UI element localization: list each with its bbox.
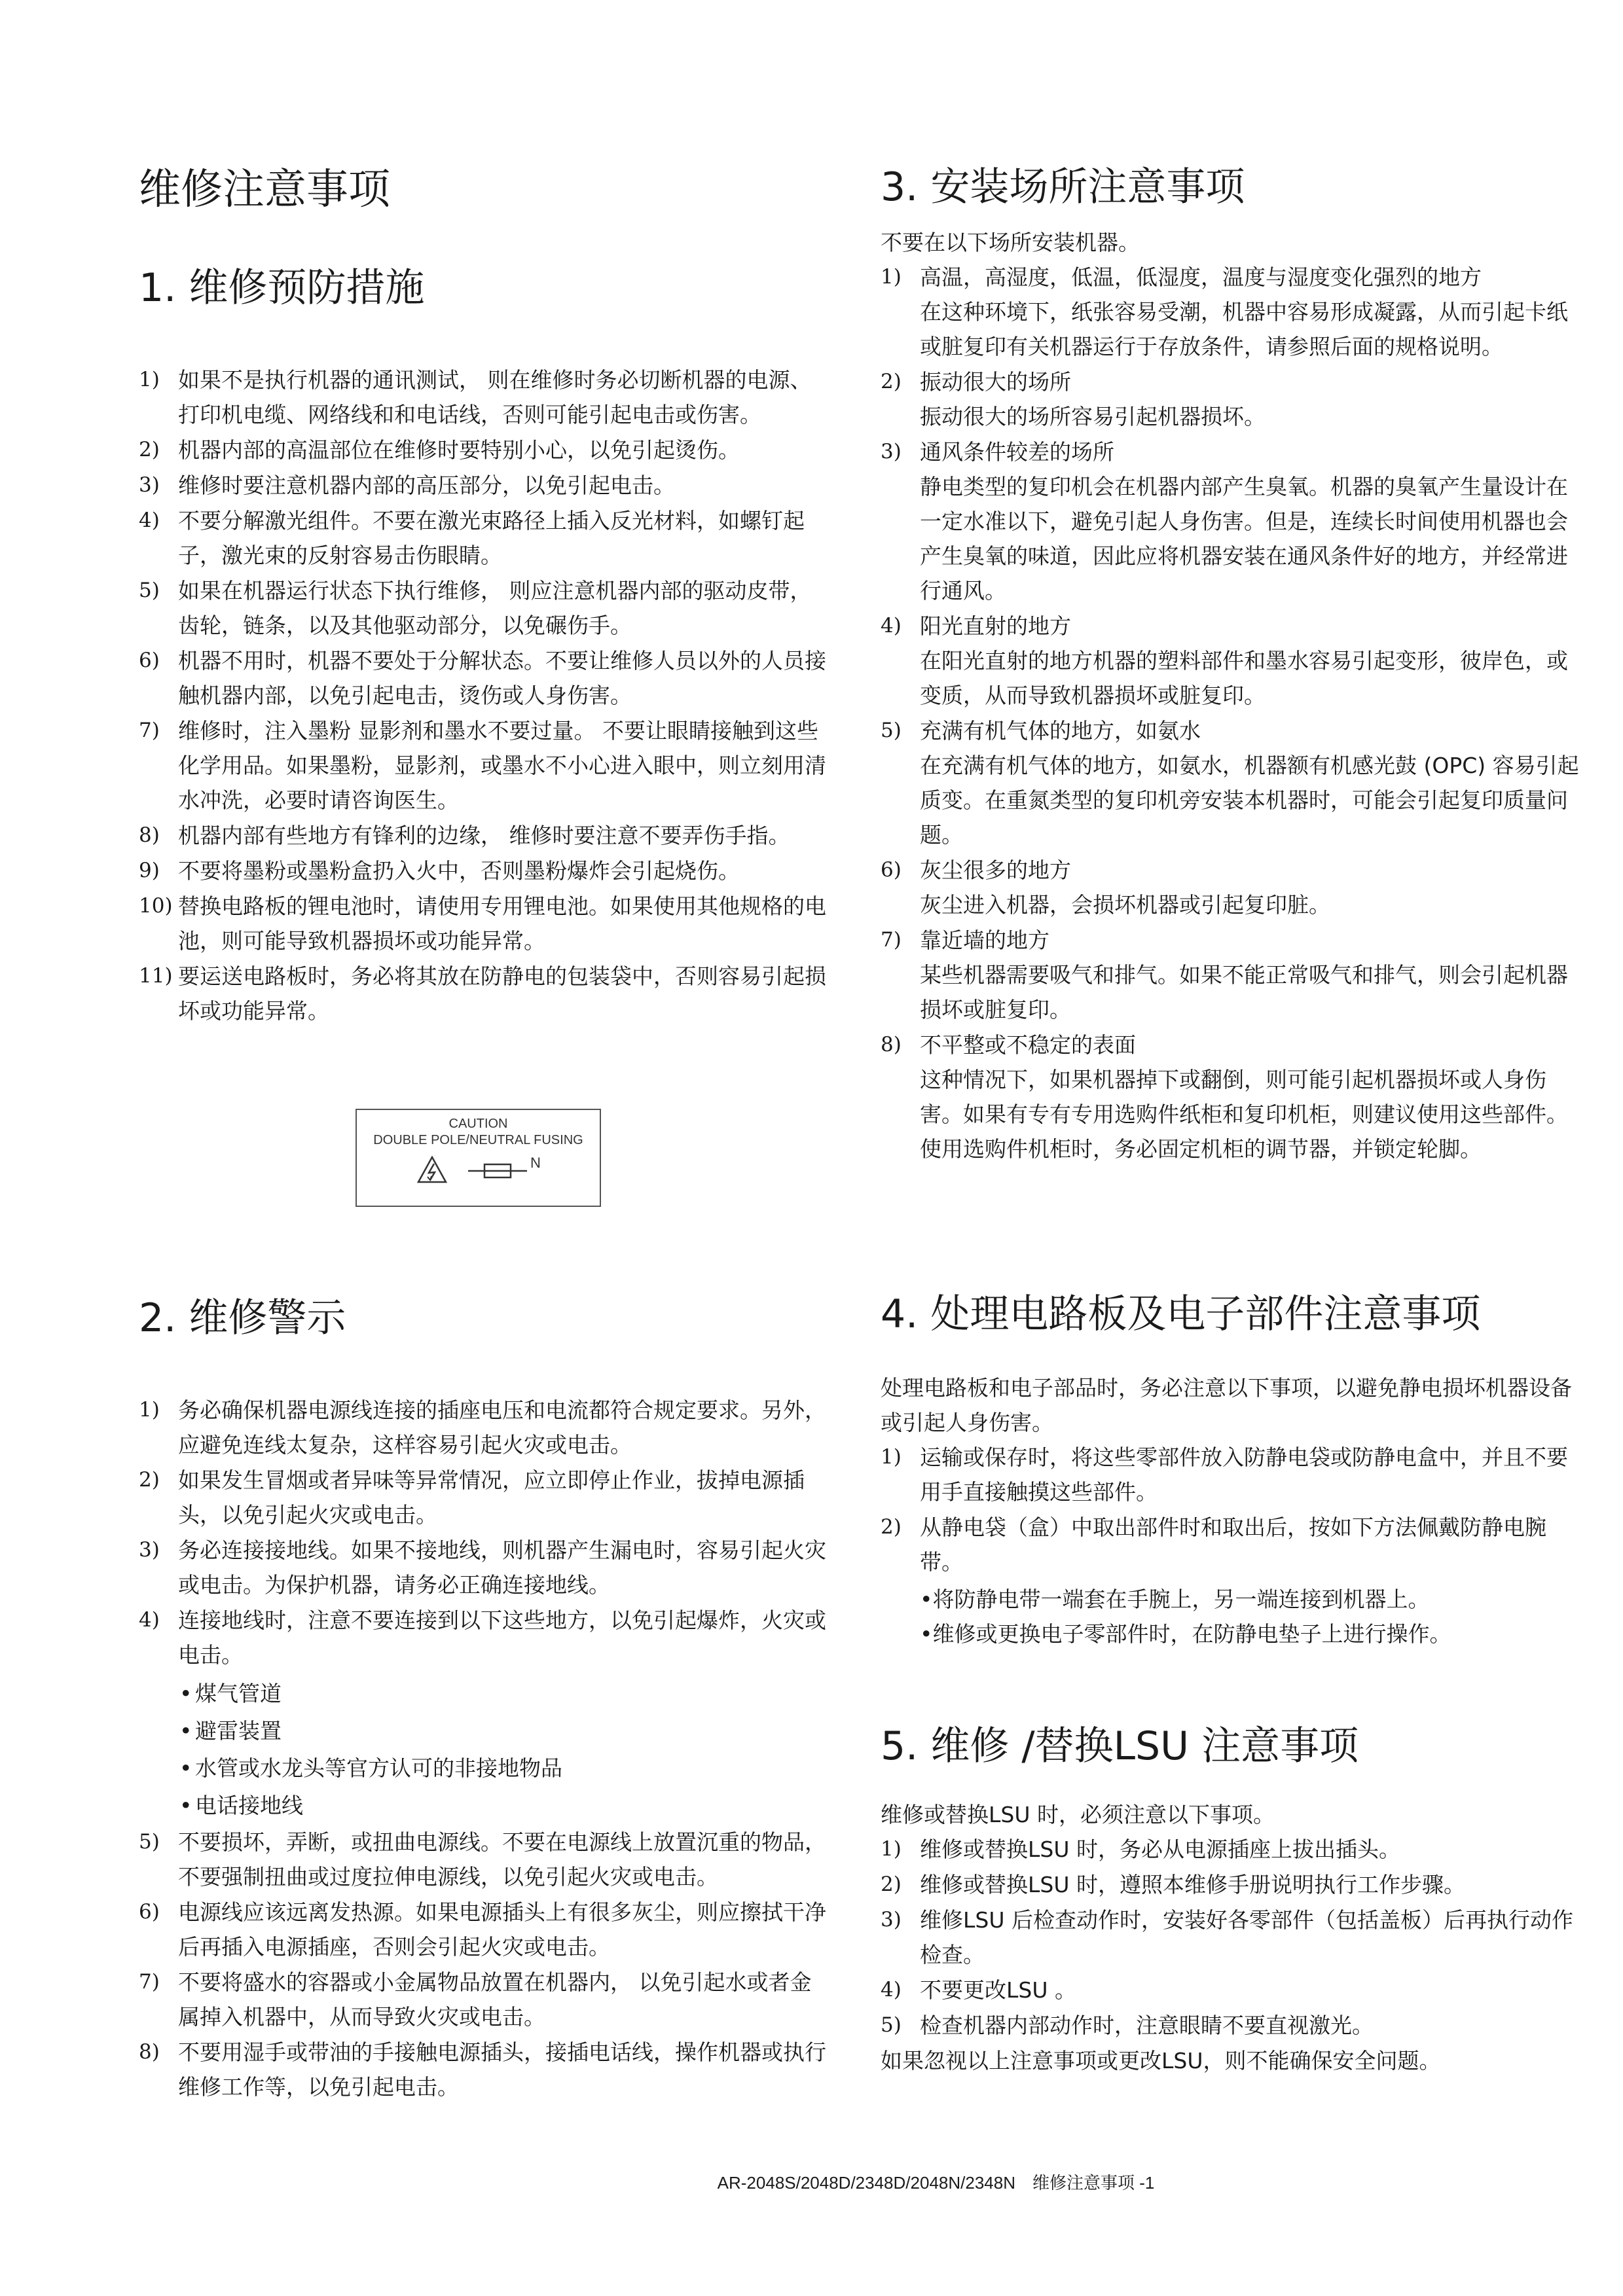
item-text: 机器内部的高温部位在维修时要特别小心，以免引起烫伤。 [178,437,740,463]
caution-heading: CAUTION [448,1117,508,1131]
caution-text: DOUBLE POLE/NEUTRAL FUSING [373,1133,583,1147]
item-text: 如果发生冒烟或者异味等异常情况，应立即停止作业，拔掉电源插头，以免引起火灾或电击。 [178,1467,805,1528]
item-text: 这种情况下，如果机器掉下或翻倒，则可能引起机器损坏或人身伤害。如果有专有专用选购件纸柜和复印机柜，则建议使用这些部件。使用选购件机柜时，务必固定机柜的调节器，并锁定轮脚。 [920,1067,1568,1162]
item-number: 2) [881,370,902,393]
item-heading: 振动很大的场所 [920,369,1071,395]
warnings-list [139,1393,833,2104]
item-number: 9) [139,859,160,882]
list-item [881,1440,1581,1509]
list-item [881,609,1581,713]
list-item [139,1825,833,1894]
item-text: 在阳光直射的地方机器的塑料部件和墨水容易引起变形，彼岸色，或变质，从而导致机器损坏或脏复印。 [920,648,1568,708]
item-text: 机器内部有些地方有锋利的边缘， 维修时要注意不要弄伤手指。 [178,823,790,848]
item-text: 不要分解激光组件。不要在激光束路径上插入反光材料，如螺钉起子，激光束的反射容易击伤眼睛。 [178,508,805,568]
item-number: 8) [881,1033,902,1056]
item-number: 4) [881,614,902,637]
item-heading: 阳光直射的地方 [920,613,1071,639]
installation-list [881,260,1581,1166]
item-text: 如果不是执行机器的通讯测试， 则在维修时务必切断机器的电源、打印机电缆、网络线和和电话线，否则可能引起电击或伤害。 [178,367,812,427]
list-item [139,1603,833,1824]
item-text: 检查机器内部动作时，注意眼睛不要直视激光。 [920,2013,1374,2038]
item-text: 不要损坏，弄断，或扭曲电源线。不要在电源线上放置沉重的物品，不要强制扭曲或过度拉伸电源线，以免引起火灾或电击。 [178,1829,826,1890]
item-number: 6) [881,858,902,882]
item-text: 连接地线时，注意不要连接到以下这些地方，以免引起爆炸，火灾或电击。 [178,1607,826,1668]
list-item [139,889,833,958]
antistatic-mat-step: •维修或更换电子零部件时，在防静电垫子上进行操作。 [920,1621,1451,1647]
item-number: 5) [881,719,902,742]
item-number: 8) [139,2040,160,2064]
item-number: 7) [881,928,902,952]
item-number: 1) [139,1398,160,1422]
item-text: 维修或替换LSU 时，遵照本维修手册说明执行工作步骤。 [920,1872,1465,1897]
section-title: 4. 处理电路板及电子部件注意事项 [881,1291,1481,1337]
list-item [881,1867,1581,1902]
item-text: 维修时要注意机器内部的高压部分，以免引起电击。 [178,473,675,498]
item-number: 1) [881,265,902,289]
list-item [139,433,833,467]
section-maintenance-precautions [139,257,833,1029]
list-item [881,435,1581,608]
item-heading: 通风条件较差的场所 [920,439,1114,465]
list-item [881,853,1581,922]
list-item [139,818,833,853]
item-text: 灰尘进入机器，会损坏机器或引起复印脏。 [920,892,1330,918]
high-voltage-warning-icon [417,1156,447,1183]
section-installation-site [881,156,1581,1167]
section-maintenance-warnings [139,1287,833,2105]
item-heading: 充满有机气体的地方，如氨水 [920,718,1201,744]
list-item [881,1903,1581,1972]
list-item [881,1028,1581,1166]
item-text: 在这种环境下，纸张容易受潮，机器中容易形成凝露，从而引起卡纸或脏复印有关机器运行于存放条件，请参照后面的规格说明。 [920,299,1568,359]
section-title: 5. 维修 /替换LSU 注意事项 [881,1723,1359,1769]
item-number: 4) [881,1978,902,2001]
section-title: 2. 维修警示 [139,1295,346,1341]
list-item [139,1965,833,2034]
item-text: 振动很大的场所容易引起机器损坏。 [920,404,1266,429]
item-text: 某些机器需要吸气和排气。如果不能正常吸气和排气，则会引起机器损坏或脏复印。 [920,962,1568,1022]
item-text: 在充满有机气体的地方，如氨水，机器额有机感光鼓 (OPC) 容易引起质变。在重氮类型的复印机旁安装本机器时，可能会引起复印质量问题。 [920,753,1579,848]
list-item [139,1393,833,1462]
item-number: 7) [139,719,160,742]
list-item [139,573,833,643]
list-item [139,363,833,432]
caution-label [356,1109,601,1207]
item-number: 3) [139,1538,160,1562]
list-item [881,1832,1581,1867]
list-item [881,2008,1581,2043]
item-number: 1) [139,368,160,391]
item-number: 1) [881,1837,902,1861]
section-title: 1. 维修预防措施 [139,265,425,311]
section-lsu-replacement [881,1715,1581,2078]
section-intro: 处理电路板和电子部品时，务必注意以下事项，以避免静电损坏机器设备或引起人身伤害。 [881,1375,1572,1435]
item-text: 要运送电路板时，务必将其放在防静电的包装袋中，否则容易引起损坏或功能异常。 [178,963,826,1024]
neutral-marker: N [530,1155,541,1171]
item-heading: 不平整或不稳定的表面 [920,1032,1136,1058]
list-item [139,1895,833,1964]
item-number: 6) [139,1900,160,1924]
list-item [139,2035,833,2104]
item-number: 3) [139,473,160,497]
section-intro: 维修或替换LSU 时，必须注意以下事项。 [881,1802,1275,1827]
page-title: 维修注意事项 [139,166,390,214]
item-number: 2) [881,1873,902,1896]
list-item [881,260,1581,364]
item-number: 11) [139,964,173,988]
bullet-item: • 水管或水龙头等官方认可的非接地物品 [178,1749,833,1787]
item-number: 4) [139,509,160,532]
item-number: 2) [139,438,160,461]
list-item [139,1533,833,1602]
bullet-item: • 避雷装置 [178,1712,833,1749]
item-text: 务必连接接地线。如果不接地线，则机器产生漏电时，容易引起火灾或电击。为保护机器，请务必正确连接地线。 [178,1537,826,1598]
item-number: 4) [139,1608,160,1632]
list-item [881,923,1581,1027]
item-number: 2) [139,1468,160,1492]
list-item [139,503,833,573]
item-number: 1) [881,1445,902,1469]
ground-exclusions-list [178,1675,833,1824]
item-text: 不要将盛水的容器或小金属物品放置在机器内， 以免引起水或者金属掉入机器中，从而导致火灾或电击。 [178,1969,812,2030]
list-item [139,1463,833,1532]
list-item [881,1510,1581,1651]
precautions-list [139,363,833,1028]
list-item [139,853,833,888]
item-number: 2) [881,1515,902,1539]
wrist-strap-step: •将防静电带一端套在手腕上，另一端连接到机器上。 [920,1587,1430,1612]
page-footer: AR-2048S/2048D/2348D/2048N/2348N 维修注意事项 -1 [717,2173,1155,2193]
item-text: 维修时，注入墨粉 显影剂和墨水不要过量。 不要让眼睛接触到这些化学用品。如果墨粉，显影剂，或墨水不小心进入眼中，则立刻用清水冲洗，必要时请咨询医生。 [178,718,826,813]
item-number: 5) [139,579,160,602]
list-item [139,959,833,1028]
item-text: 电源线应该远离发热源。如果电源插头上有很多灰尘，则应擦拭干净后再插入电源插座，否则会引起火灾或电击。 [178,1899,826,1960]
list-item [139,713,833,817]
item-number: 5) [139,1830,160,1854]
list-item [139,643,833,713]
item-text: 替换电路板的锂电池时，请使用专用锂电池。如果使用其他规格的电池，则可能导致机器损坏或功能异常。 [178,893,826,954]
section-intro: 不要在以下场所安装机器。 [881,230,1140,255]
item-number: 10) [139,894,173,918]
section-title: 3. 安装场所注意事项 [881,164,1245,210]
fuse-icon [468,1161,527,1181]
bullet-item: • 电话接地线 [178,1787,833,1824]
item-text: 不要更改LSU 。 [920,1977,1076,2003]
item-text: 维修LSU 后检查动作时，安装好各零部件（包括盖板）后再执行动作检查。 [920,1907,1573,1967]
lsu-list [881,1832,1581,2043]
item-text: 机器不用时，机器不要处于分解状态。不要让维修人员以外的人员接触机器内部，以免引起电击，烫伤或人身伤害。 [178,648,826,708]
item-text: 静电类型的复印机会在机器内部产生臭氧。机器的臭氧产生量设计在一定水准以下，避免引起人身伤害。但是，连续长时间使用机器也会产生臭氧的味道，因此应将机器安装在通风条件好的地方，并经常进行通风。 [920,474,1568,603]
item-text: 维修或替换LSU 时，务必从电源插座上拔出插头。 [920,1837,1400,1862]
item-number: 7) [139,1970,160,1994]
item-heading: 灰尘很多的地方 [920,857,1071,883]
item-text: 运输或保存时，将这些零部件放入防静电袋或防静电盒中，并且不要用手直接触摸这些部件。 [920,1444,1568,1505]
list-item [881,1973,1581,2007]
item-number: 6) [139,649,160,672]
list-item [881,365,1581,434]
item-number: 8) [139,823,160,847]
item-text: 从静电袋（盒）中取出部件时和取出后，按如下方法佩戴防静电腕带。 [920,1515,1546,1575]
section-outro: 如果忽视以上注意事项或更改LSU，则不能确保安全问题。 [881,2048,1441,2073]
circuit-board-list [881,1440,1581,1651]
item-number: 5) [881,2013,902,2037]
item-heading: 靠近墙的地方 [920,927,1049,953]
bullet-item: • 煤气管道 [178,1675,833,1712]
item-text: 务必确保机器电源线连接的插座电压和电流都符合规定要求。另外，应避免连线太复杂，这样容易引起火灾或电击。 [178,1397,826,1458]
item-heading: 高温，高湿度，低温，低湿度，温度与湿度变化强烈的地方 [920,264,1482,290]
item-text: 不要用湿手或带油的手接触电源插头，接插电话线，操作机器或执行维修工作等，以免引起电击。 [178,2039,826,2100]
item-text: 不要将墨粉或墨粉盒扔入火中，否则墨粉爆炸会引起烧伤。 [178,858,740,884]
list-item [881,713,1581,852]
item-number: 3) [881,1908,902,1931]
list-item [139,468,833,503]
item-text: 如果在机器运行状态下执行维修， 则应注意机器内部的驱动皮带，齿轮，链条，以及其他驱动部分，以免碾伤手。 [178,578,812,638]
section-circuit-board-handling [881,1283,1581,1652]
item-number: 3) [881,440,902,463]
